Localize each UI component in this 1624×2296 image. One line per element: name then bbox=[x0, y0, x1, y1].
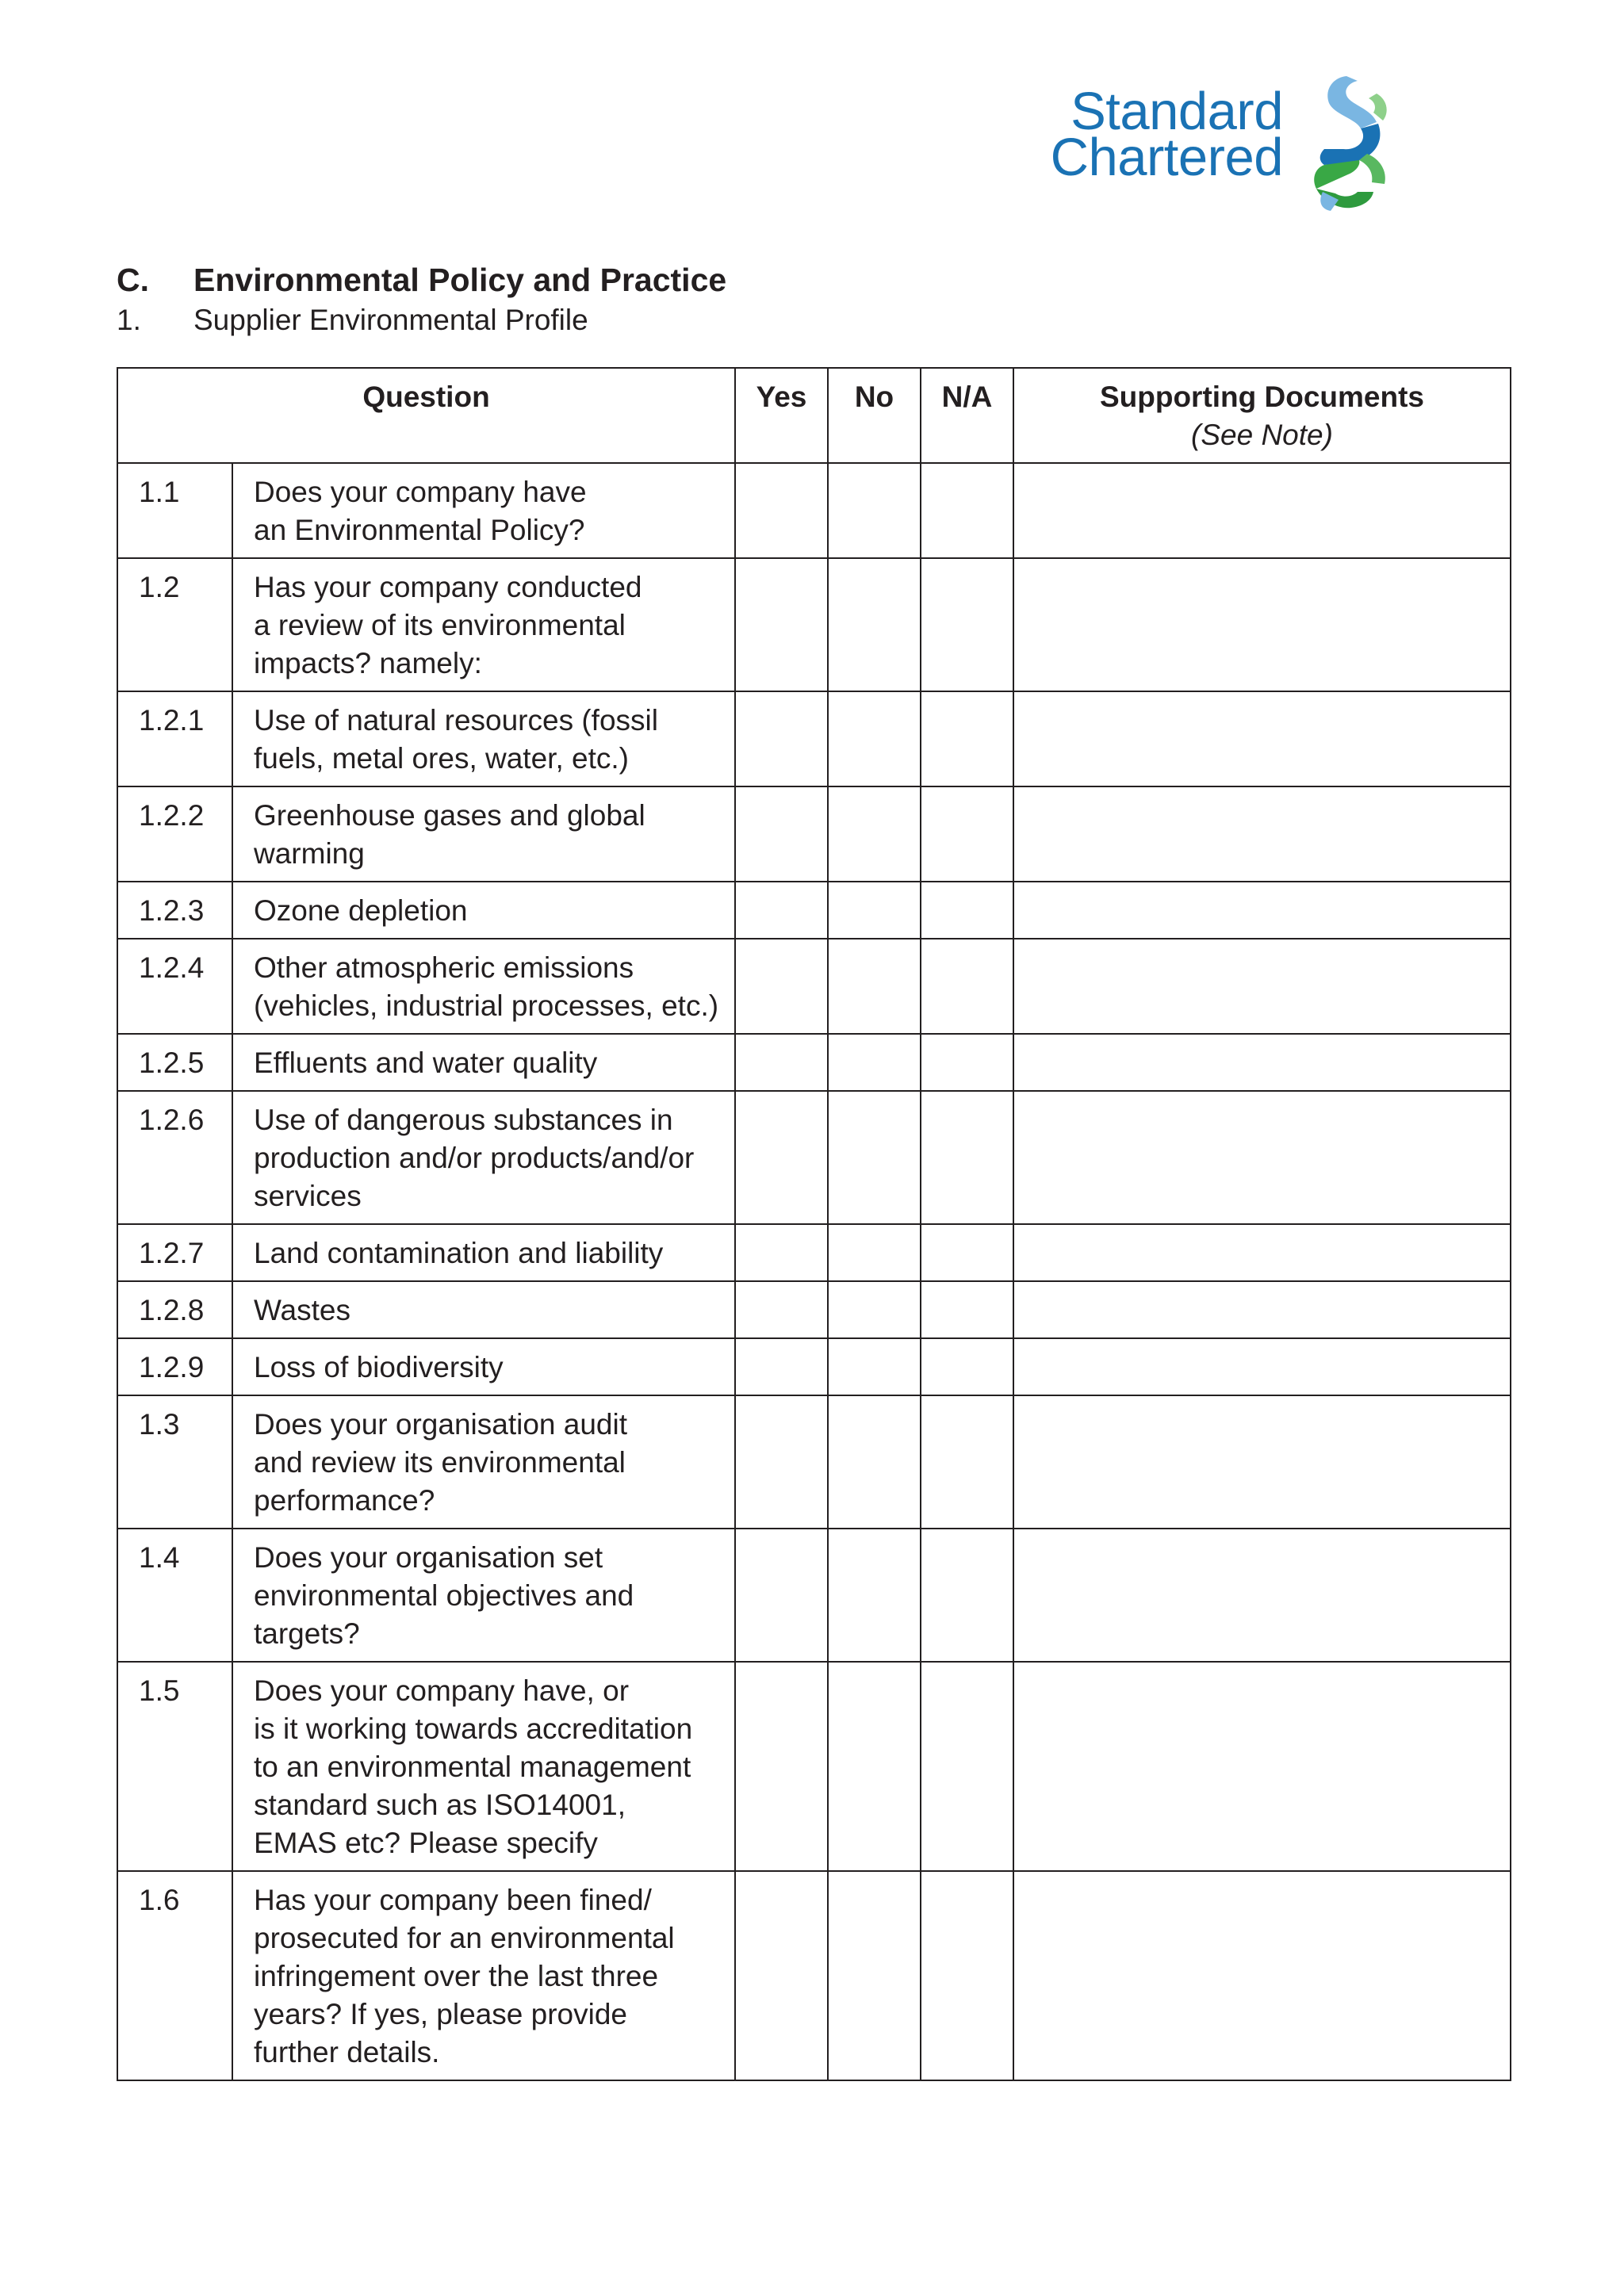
yes-cell[interactable] bbox=[735, 939, 828, 1034]
questionnaire-table bbox=[117, 367, 1511, 2081]
question-number: 1.2.9 bbox=[117, 1338, 232, 1395]
supporting-documents-cell[interactable] bbox=[1013, 558, 1511, 691]
header-supporting-documents bbox=[1013, 368, 1511, 463]
table-row bbox=[117, 1871, 1511, 2080]
header-no: No bbox=[828, 368, 921, 463]
subsection-heading bbox=[117, 304, 588, 337]
no-cell[interactable] bbox=[828, 786, 921, 882]
header-yes: Yes bbox=[735, 368, 828, 463]
question-text: Effluents and water quality bbox=[232, 1034, 735, 1091]
question-number: 1.4 bbox=[117, 1529, 232, 1662]
yes-cell[interactable] bbox=[735, 1662, 828, 1871]
question-number: 1.6 bbox=[117, 1871, 232, 2080]
table-row bbox=[117, 558, 1511, 691]
na-cell[interactable] bbox=[921, 1529, 1013, 1662]
supporting-documents-cell[interactable] bbox=[1013, 1871, 1511, 2080]
na-cell[interactable] bbox=[921, 1395, 1013, 1529]
table-row bbox=[117, 1662, 1511, 1871]
table-row bbox=[117, 1281, 1511, 1338]
no-cell[interactable] bbox=[828, 1091, 921, 1224]
table-row bbox=[117, 1529, 1511, 1662]
no-cell[interactable] bbox=[828, 1281, 921, 1338]
logo-line-2: Chartered bbox=[1050, 128, 1283, 187]
yes-cell[interactable] bbox=[735, 1281, 828, 1338]
subsection-number: 1. bbox=[117, 304, 141, 336]
question-text: Other atmospheric emissions (vehicles, industrial processes, etc.) bbox=[232, 939, 735, 1034]
supporting-documents-cell[interactable] bbox=[1013, 1529, 1511, 1662]
question-number: 1.2.5 bbox=[117, 1034, 232, 1091]
yes-cell[interactable] bbox=[735, 1529, 828, 1662]
no-cell[interactable] bbox=[828, 1662, 921, 1871]
logo-wordmark bbox=[1031, 82, 1283, 187]
question-text: Ozone depletion bbox=[232, 882, 735, 939]
na-cell[interactable] bbox=[921, 691, 1013, 786]
header-supporting-note: (See Note) bbox=[1191, 419, 1333, 451]
question-number: 1.1 bbox=[117, 463, 232, 558]
table-row bbox=[117, 882, 1511, 939]
supporting-documents-cell[interactable] bbox=[1013, 1338, 1511, 1395]
question-text: Use of natural resources (fossil fuels, metal ores, water, etc.) bbox=[232, 691, 735, 786]
question-number: 1.2.6 bbox=[117, 1091, 232, 1224]
table-row bbox=[117, 1338, 1511, 1395]
no-cell[interactable] bbox=[828, 1871, 921, 2080]
no-cell[interactable] bbox=[828, 463, 921, 558]
yes-cell[interactable] bbox=[735, 1871, 828, 2080]
question-number: 1.2.3 bbox=[117, 882, 232, 939]
supporting-documents-cell[interactable] bbox=[1013, 939, 1511, 1034]
question-number: 1.2.4 bbox=[117, 939, 232, 1034]
question-text: Has your company been fined/ prosecuted for an environmental infringement over the last three years? If yes, please provide further details. bbox=[232, 1871, 735, 2080]
na-cell[interactable] bbox=[921, 1871, 1013, 2080]
no-cell[interactable] bbox=[828, 1529, 921, 1662]
question-text: Wastes bbox=[232, 1281, 735, 1338]
na-cell[interactable] bbox=[921, 463, 1013, 558]
na-cell[interactable] bbox=[921, 1338, 1013, 1395]
question-number: 1.2.8 bbox=[117, 1281, 232, 1338]
yes-cell[interactable] bbox=[735, 1224, 828, 1281]
na-cell[interactable] bbox=[921, 1662, 1013, 1871]
no-cell[interactable] bbox=[828, 1338, 921, 1395]
yes-cell[interactable] bbox=[735, 1034, 828, 1091]
na-cell[interactable] bbox=[921, 1224, 1013, 1281]
logo-ribbon-icon bbox=[1300, 73, 1396, 212]
supporting-documents-cell[interactable] bbox=[1013, 1662, 1511, 1871]
supporting-documents-cell[interactable] bbox=[1013, 786, 1511, 882]
question-text: Use of dangerous substances in production and/or products/and/or services bbox=[232, 1091, 735, 1224]
table-row bbox=[117, 939, 1511, 1034]
no-cell[interactable] bbox=[828, 1395, 921, 1529]
question-number: 1.2 bbox=[117, 558, 232, 691]
logo-line-1: Standard bbox=[1071, 82, 1283, 141]
yes-cell[interactable] bbox=[735, 558, 828, 691]
na-cell[interactable] bbox=[921, 1091, 1013, 1224]
na-cell[interactable] bbox=[921, 882, 1013, 939]
section-heading bbox=[117, 262, 726, 299]
table-row bbox=[117, 1034, 1511, 1091]
yes-cell[interactable] bbox=[735, 463, 828, 558]
table-row bbox=[117, 1091, 1511, 1224]
yes-cell[interactable] bbox=[735, 786, 828, 882]
supporting-documents-cell[interactable] bbox=[1013, 1091, 1511, 1224]
na-cell[interactable] bbox=[921, 1281, 1013, 1338]
question-number: 1.5 bbox=[117, 1662, 232, 1871]
question-number: 1.3 bbox=[117, 1395, 232, 1529]
question-text: Has your company conducted a review of its environmental impacts? namely: bbox=[232, 558, 735, 691]
yes-cell[interactable] bbox=[735, 691, 828, 786]
question-text: Does your company have, or is it working towards accreditation to an environmental management standard such as ISO14001, EMAS etc? Please specify bbox=[232, 1662, 735, 1871]
no-cell[interactable] bbox=[828, 1224, 921, 1281]
no-cell[interactable] bbox=[828, 882, 921, 939]
supporting-documents-cell[interactable] bbox=[1013, 1224, 1511, 1281]
yes-cell[interactable] bbox=[735, 882, 828, 939]
yes-cell[interactable] bbox=[735, 1338, 828, 1395]
section-title: Environmental Policy and Practice bbox=[193, 262, 727, 298]
supporting-documents-cell[interactable] bbox=[1013, 882, 1511, 939]
standard-chartered-logo bbox=[1031, 73, 1404, 220]
header-na: N/A bbox=[921, 368, 1013, 463]
question-text: Does your organisation set environmental objectives and targets? bbox=[232, 1529, 735, 1662]
no-cell[interactable] bbox=[828, 558, 921, 691]
supporting-documents-cell[interactable] bbox=[1013, 1034, 1511, 1091]
no-cell[interactable] bbox=[828, 1034, 921, 1091]
na-cell[interactable] bbox=[921, 786, 1013, 882]
na-cell[interactable] bbox=[921, 939, 1013, 1034]
question-text: Does your organisation audit and review its environmental performance? bbox=[232, 1395, 735, 1529]
table-row bbox=[117, 786, 1511, 882]
supporting-documents-cell[interactable] bbox=[1013, 691, 1511, 786]
table-row bbox=[117, 463, 1511, 558]
question-number: 1.2.1 bbox=[117, 691, 232, 786]
question-text: Land contamination and liability bbox=[232, 1224, 735, 1281]
question-text: Loss of biodiversity bbox=[232, 1338, 735, 1395]
question-text: Greenhouse gases and global warming bbox=[232, 786, 735, 882]
no-cell[interactable] bbox=[828, 691, 921, 786]
yes-cell[interactable] bbox=[735, 1395, 828, 1529]
table-row bbox=[117, 691, 1511, 786]
no-cell[interactable] bbox=[828, 939, 921, 1034]
subsection-title: Supplier Environmental Profile bbox=[193, 304, 588, 336]
na-cell[interactable] bbox=[921, 558, 1013, 691]
supporting-documents-cell[interactable] bbox=[1013, 1281, 1511, 1338]
yes-cell[interactable] bbox=[735, 1091, 828, 1224]
question-number: 1.2.2 bbox=[117, 786, 232, 882]
header-question: Question bbox=[117, 368, 735, 463]
section-letter: C. bbox=[117, 262, 149, 298]
question-number: 1.2.7 bbox=[117, 1224, 232, 1281]
table-row bbox=[117, 1395, 1511, 1529]
supporting-documents-cell[interactable] bbox=[1013, 463, 1511, 558]
header-supporting-label: Supporting Documents bbox=[1099, 381, 1425, 413]
supporting-documents-cell[interactable] bbox=[1013, 1395, 1511, 1529]
table-row bbox=[117, 1224, 1511, 1281]
question-text: Does your company have an Environmental Policy? bbox=[232, 463, 735, 558]
table-header-row bbox=[117, 368, 1511, 463]
na-cell[interactable] bbox=[921, 1034, 1013, 1091]
